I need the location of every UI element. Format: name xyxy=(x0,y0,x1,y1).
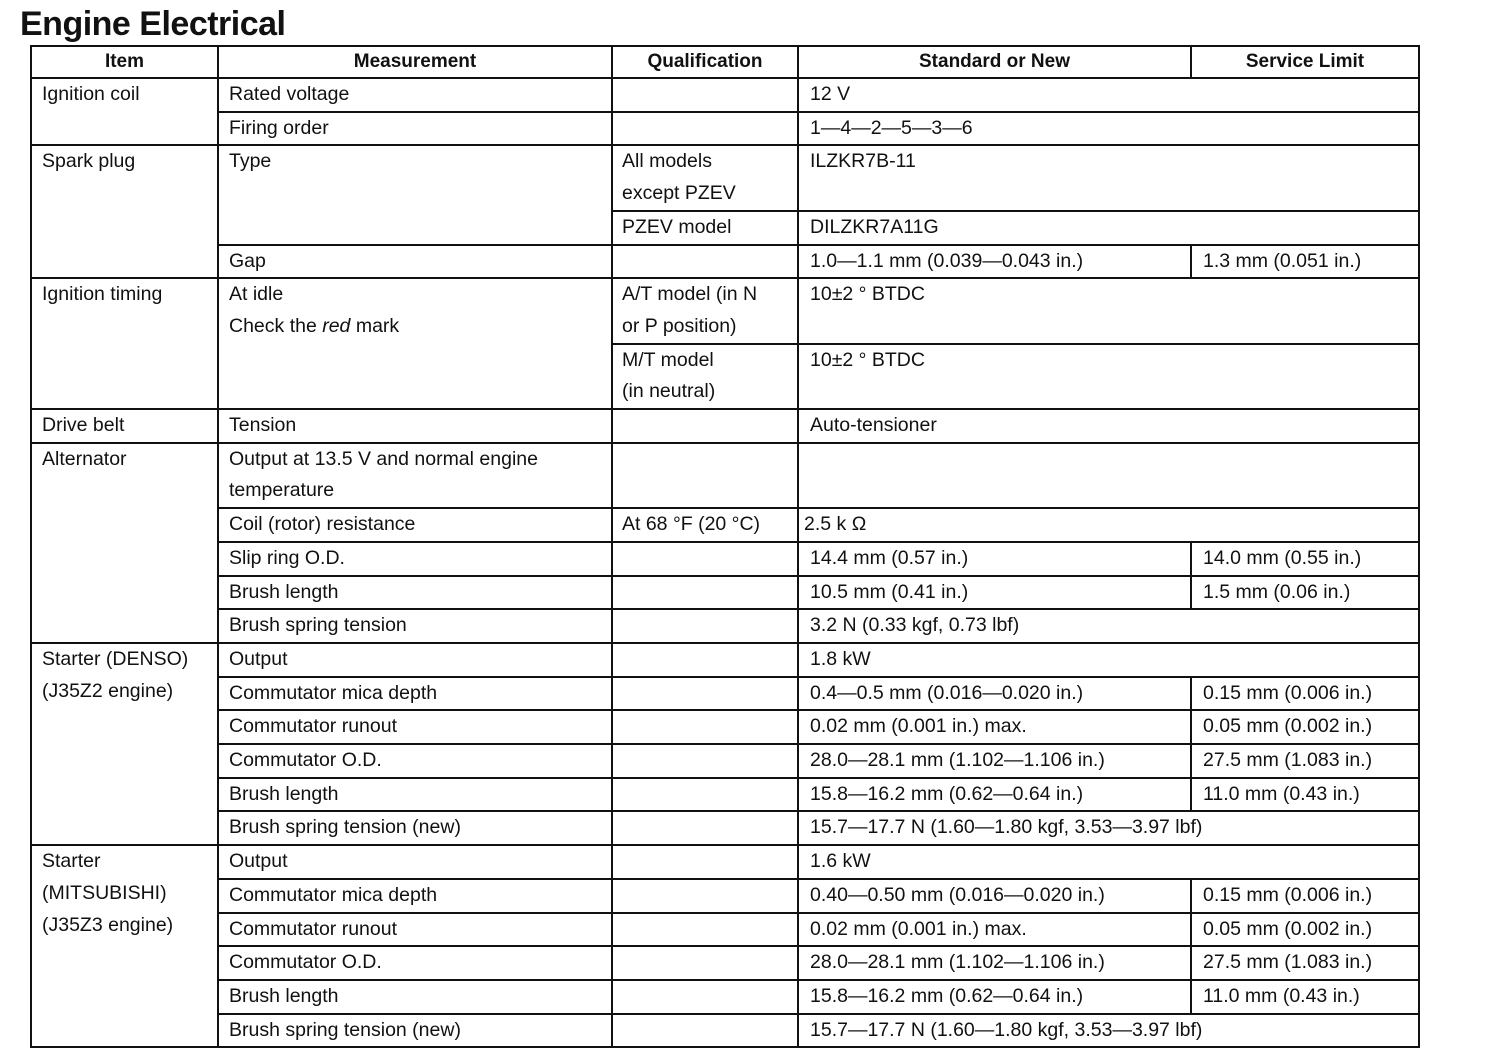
qualification-cell xyxy=(612,576,798,610)
table-row xyxy=(31,78,1419,112)
measurement-cell: Output xyxy=(218,643,612,677)
standard-cell: 0.02 mm (0.001 in.) max. xyxy=(798,710,1191,744)
service-limit-cell: 1.3 mm (0.051 in.) xyxy=(1191,245,1419,279)
table-row xyxy=(31,946,1419,980)
table-row xyxy=(31,542,1419,576)
table-row xyxy=(31,145,1419,210)
service-limit-cell: 0.15 mm (0.006 in.) xyxy=(1191,677,1419,711)
qualification-cell xyxy=(612,112,798,146)
qualification-cell xyxy=(612,443,798,508)
header-row xyxy=(31,46,1419,78)
table-row xyxy=(31,811,1419,845)
measurement-cell: Coil (rotor) resistance xyxy=(218,508,612,542)
table-row xyxy=(31,845,1419,879)
qualification-cell xyxy=(612,913,798,947)
item-line: (J35Z2 engine) xyxy=(42,679,174,702)
measurement-cell: Brush length xyxy=(218,778,612,812)
measurement-cell: Type xyxy=(218,145,612,244)
qualification-line: A/T model (in N xyxy=(622,283,758,306)
standard-cell: 10±2 ° BTDC xyxy=(798,278,1419,343)
table-row xyxy=(31,913,1419,947)
standard-cell: 0.4—0.5 mm (0.016—0.020 in.) xyxy=(798,677,1191,711)
measurement-cell: Commutator runout xyxy=(218,710,612,744)
item-cell: Spark plug xyxy=(31,145,218,278)
measurement-cell: Brush length xyxy=(218,980,612,1014)
service-limit-cell: 0.05 mm (0.002 in.) xyxy=(1191,913,1419,947)
header-item: Item xyxy=(31,46,218,78)
measurement-cell: Brush spring tension xyxy=(218,609,612,643)
qualification-cell: At 68 °F (20 °C) xyxy=(612,508,798,542)
item-cell xyxy=(31,845,218,1047)
standard-cell: ILZKR7B-11 xyxy=(798,145,1419,210)
item-line: Starter (DENSO) xyxy=(42,647,189,670)
table-row xyxy=(31,245,1419,279)
qualification-cell xyxy=(612,145,798,210)
table-row xyxy=(31,443,1419,508)
qualification-cell xyxy=(612,278,798,343)
measurement-text: Check the xyxy=(229,314,323,337)
header-service-limit: Service Limit xyxy=(1191,46,1419,78)
measurement-cell: Brush spring tension (new) xyxy=(218,1014,612,1048)
service-limit-cell: 14.0 mm (0.55 in.) xyxy=(1191,542,1419,576)
page-title: Engine Electrical xyxy=(20,5,286,43)
standard-cell: 1.0—1.1 mm (0.039—0.043 in.) xyxy=(798,245,1191,279)
standard-cell: 28.0—28.1 mm (1.102—1.106 in.) xyxy=(798,744,1191,778)
measurement-text: mark xyxy=(350,314,400,337)
qualification-cell xyxy=(612,744,798,778)
standard-cell: 15.7—17.7 N (1.60—1.80 kgf, 3.53—3.97 lbf) xyxy=(798,811,1419,845)
qualification-cell xyxy=(612,1014,798,1048)
red-mark-text: red xyxy=(322,314,351,337)
qualification-cell: PZEV model xyxy=(612,211,798,245)
standard-cell xyxy=(798,443,1419,508)
qualification-cell xyxy=(612,542,798,576)
table-row xyxy=(31,879,1419,913)
measurement-line: Output at 13.5 V and normal engine xyxy=(229,447,538,470)
standard-cell: DILZKR7A11G xyxy=(798,211,1419,245)
table-row xyxy=(31,980,1419,1014)
service-limit-cell: 27.5 mm (1.083 in.) xyxy=(1191,744,1419,778)
table-row xyxy=(31,508,1419,542)
measurement-cell: Brush length xyxy=(218,576,612,610)
qualification-cell xyxy=(612,980,798,1014)
standard-cell: 28.0—28.1 mm (1.102—1.106 in.) xyxy=(798,946,1191,980)
table-row xyxy=(31,710,1419,744)
service-limit-cell: 11.0 mm (0.43 in.) xyxy=(1191,980,1419,1014)
measurement-cell xyxy=(218,278,612,409)
standard-cell: 2.5 k Ω xyxy=(798,508,1419,542)
qualification-cell xyxy=(612,778,798,812)
service-limit-cell: 1.5 mm (0.06 in.) xyxy=(1191,576,1419,610)
measurement-cell: Commutator mica depth xyxy=(218,677,612,711)
standard-cell: 0.40—0.50 mm (0.016—0.020 in.) xyxy=(798,879,1191,913)
table-row xyxy=(31,778,1419,812)
item-cell: Ignition timing xyxy=(31,278,218,409)
measurement-line: temperature xyxy=(229,479,335,502)
standard-cell: 0.02 mm (0.001 in.) max. xyxy=(798,913,1191,947)
measurement-cell xyxy=(218,443,612,508)
table-row xyxy=(31,112,1419,146)
standard-cell: 15.7—17.7 N (1.60—1.80 kgf, 3.53—3.97 lbf) xyxy=(798,1014,1419,1048)
header-measurement: Measurement xyxy=(218,46,612,78)
measurement-cell: Firing order xyxy=(218,112,612,146)
table-row xyxy=(31,1014,1419,1048)
qualification-cell xyxy=(612,344,798,409)
standard-cell: 3.2 N (0.33 kgf, 0.73 lbf) xyxy=(798,609,1419,643)
service-limit-cell: 0.05 mm (0.002 in.) xyxy=(1191,710,1419,744)
standard-cell: 15.8—16.2 mm (0.62—0.64 in.) xyxy=(798,980,1191,1014)
measurement-cell: Tension xyxy=(218,409,612,443)
measurement-cell: Gap xyxy=(218,245,612,279)
qualification-cell xyxy=(612,409,798,443)
qualification-line: All models xyxy=(622,150,712,173)
measurement-cell: Commutator runout xyxy=(218,913,612,947)
table-row xyxy=(31,409,1419,443)
table-row xyxy=(31,643,1419,677)
spec-table xyxy=(30,45,1420,1048)
service-limit-cell: 0.15 mm (0.006 in.) xyxy=(1191,879,1419,913)
qualification-cell xyxy=(612,845,798,879)
qualification-cell xyxy=(612,609,798,643)
qualification-cell xyxy=(612,677,798,711)
service-limit-cell: 11.0 mm (0.43 in.) xyxy=(1191,778,1419,812)
item-cell: Ignition coil xyxy=(31,78,218,145)
item-line: Starter xyxy=(42,850,101,873)
item-line: (J35Z3 engine) xyxy=(42,913,174,936)
qualification-line: or P position) xyxy=(622,314,737,337)
table-row xyxy=(31,744,1419,778)
qualification-cell xyxy=(612,245,798,279)
qualification-cell xyxy=(612,811,798,845)
item-cell xyxy=(31,643,218,845)
measurement-cell: Commutator O.D. xyxy=(218,744,612,778)
standard-cell: 1.6 kW xyxy=(798,845,1419,879)
measurement-cell: Slip ring O.D. xyxy=(218,542,612,576)
qualification-cell xyxy=(612,879,798,913)
header-qualification: Qualification xyxy=(612,46,798,78)
item-cell: Alternator xyxy=(31,443,218,643)
item-line: (MITSUBISHI) xyxy=(42,881,167,904)
header-standard: Standard or New xyxy=(798,46,1191,78)
table-row xyxy=(31,576,1419,610)
standard-cell: 10±2 ° BTDC xyxy=(798,344,1419,409)
qualification-cell xyxy=(612,78,798,112)
service-limit-cell: 27.5 mm (1.083 in.) xyxy=(1191,946,1419,980)
qualification-line: except PZEV xyxy=(622,182,736,205)
standard-cell: 1.8 kW xyxy=(798,643,1419,677)
measurement-cell: Output xyxy=(218,845,612,879)
measurement-cell: Rated voltage xyxy=(218,78,612,112)
measurement-line: At idle xyxy=(229,283,284,306)
qualification-cell xyxy=(612,946,798,980)
qualification-line: M/T model xyxy=(622,348,714,371)
standard-cell: 14.4 mm (0.57 in.) xyxy=(798,542,1191,576)
measurement-cell: Commutator O.D. xyxy=(218,946,612,980)
measurement-cell: Commutator mica depth xyxy=(218,879,612,913)
measurement-cell: Brush spring tension (new) xyxy=(218,811,612,845)
standard-cell: 15.8—16.2 mm (0.62—0.64 in.) xyxy=(798,778,1191,812)
item-cell: Drive belt xyxy=(31,409,218,443)
standard-cell: 1—4—2—5—3—6 xyxy=(798,112,1419,146)
qualification-cell xyxy=(612,710,798,744)
table-row xyxy=(31,677,1419,711)
standard-cell: 10.5 mm (0.41 in.) xyxy=(798,576,1191,610)
qualification-line: (in neutral) xyxy=(622,380,716,403)
standard-cell: Auto-tensioner xyxy=(798,409,1419,443)
table-row xyxy=(31,609,1419,643)
standard-cell: 12 V xyxy=(798,78,1419,112)
measurement-line xyxy=(229,311,611,343)
qualification-cell xyxy=(612,643,798,677)
table-row xyxy=(31,278,1419,343)
